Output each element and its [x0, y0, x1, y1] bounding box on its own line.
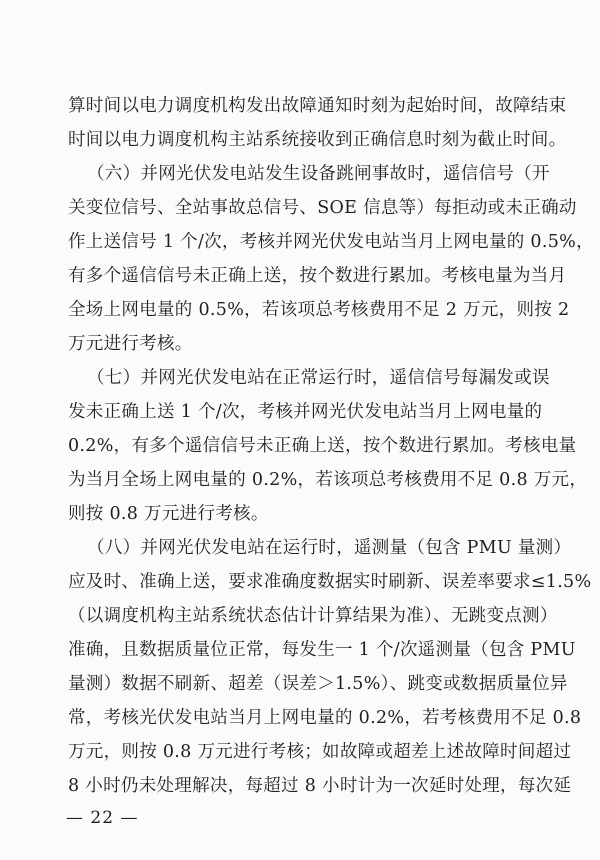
- text-line: 8 小时仍未处理解决，每超过 8 小时计为一次延时处理，每次延: [68, 776, 572, 796]
- text-line: 发未正确上送 1 个/次，考核并网光伏发电站当月上网电量的: [68, 402, 543, 422]
- text-line: 有多个遥信信号未正确上送，按个数进行累加。考核电量为当月: [68, 266, 567, 286]
- text-line: 关变位信号、全站事故总信号、SOE 信息等）每拒动或未正确动: [68, 198, 577, 218]
- text-line: 0.2%，有多个遥信信号未正确上送，按个数进行累加。考核电量: [68, 436, 577, 456]
- page-number: — 22 —: [66, 808, 139, 828]
- paragraph-8-start: （八）并网光伏发电站在运行时，遥测量（包含 PMU 量测）: [87, 538, 572, 558]
- text-line: 则按 0.8 万元进行考核。: [68, 504, 269, 524]
- text-line: 应及时、准确上送，要求准确度数据实时刷新、误差率要求≤1.5%: [68, 572, 592, 592]
- text-line: 万元，则按 0.8 万元进行考核；如故障或超差上述故障时间超过: [68, 742, 572, 762]
- text-line: 为当月全场上网电量的 0.2%，若该项总考核费用不足 0.8 万元，: [68, 470, 588, 490]
- text-line: 算时间以电力调度机构发出故障通知时刻为起始时间，故障结束: [68, 96, 567, 116]
- text-line: 万元进行考核。: [68, 334, 193, 354]
- paragraph-7-start: （七）并网光伏发电站在正常运行时，遥信信号每漏发或误: [87, 368, 550, 388]
- text-line: 量测）数据不刷新、超差（误差＞1.5%）、跳变或数据质量位异: [68, 674, 568, 694]
- text-line: 作上送信号 1 个/次，考核并网光伏发电站当月上网电量的 0.5%，: [68, 232, 594, 252]
- paragraph-6-start: （六）并网光伏发电站发生设备跳闸事故时，遥信信号（开: [87, 164, 550, 184]
- text-line: 全场上网电量的 0.5%，若该项总考核费用不足 2 万元，则按 2: [68, 300, 570, 320]
- text-line: 时间以电力调度机构主站系统接收到正确信息时刻为截止时间。: [68, 130, 567, 150]
- text-line: （以调度机构主站系统状态估计计算结果为准）、无跳变点测）: [68, 606, 558, 626]
- text-line: 常，考核光伏发电站当月上网电量的 0.2%，若考核费用不足 0.8: [68, 708, 582, 728]
- text-line: 准确，且数据质量位正常，每发生一 1 个/次遥测量（包含 PMU: [68, 640, 576, 660]
